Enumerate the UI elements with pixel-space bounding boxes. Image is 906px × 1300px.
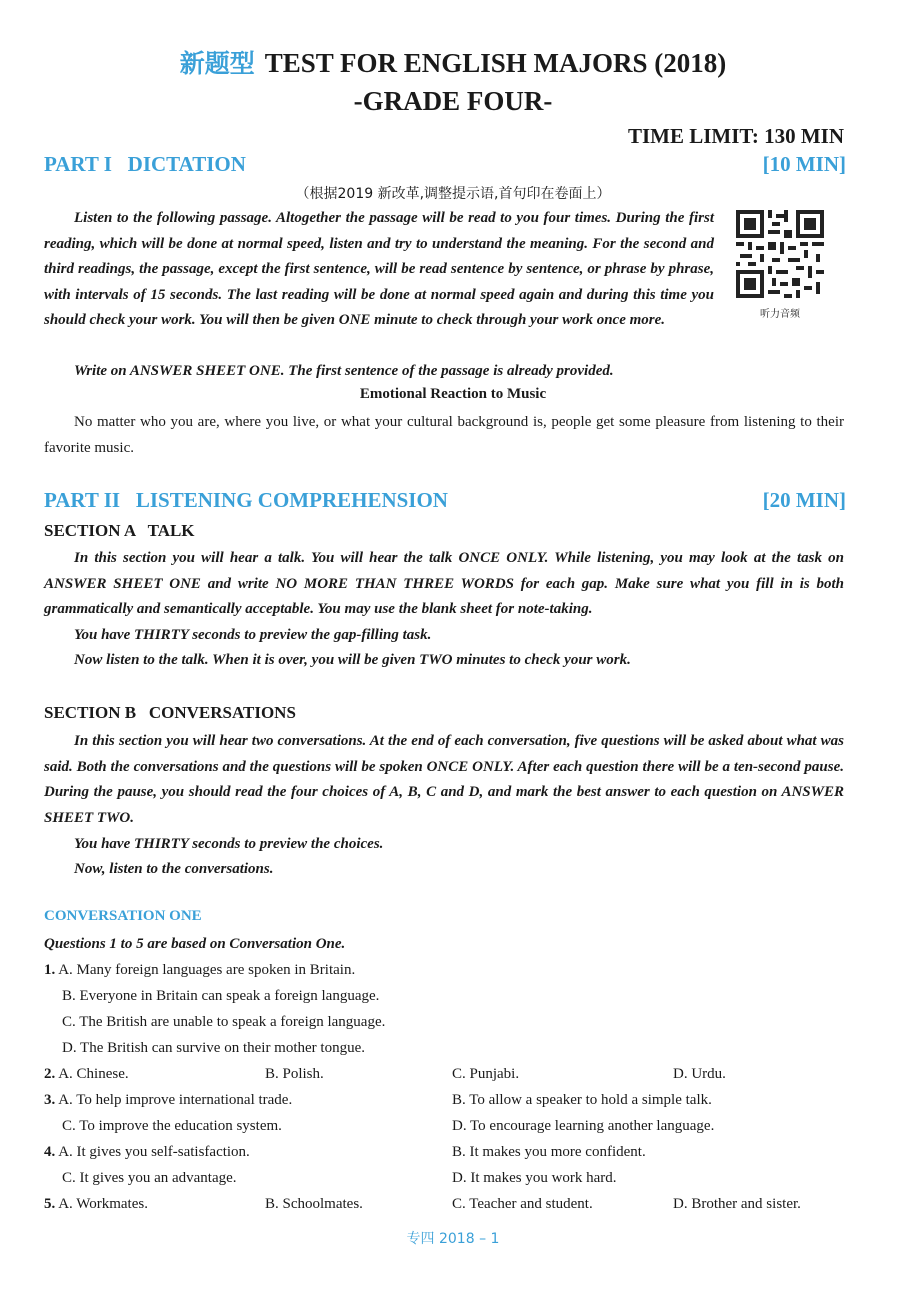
question-4: [44, 1144, 250, 1161]
section-a-preview: You have THIRTY seconds to preview the gap-filling task.: [74, 627, 432, 643]
section-a-listen: Now listen to the talk. When it is over, you will be given TWO minutes to check your work.: [74, 652, 631, 668]
question-1: [44, 962, 355, 979]
choice-a: A. Chinese.: [58, 1066, 129, 1082]
qr-label: 听力音频: [760, 309, 800, 320]
passage-first-sentence: No matter who you are, where you live, or what your cultural background is, people get some pleasure from listening to their favorite music.: [44, 414, 844, 456]
time-limit: TIME LIMIT: 130 MIN: [627, 124, 844, 148]
choice-a: A. It gives you self-satisfaction.: [58, 1144, 250, 1160]
choice-a: A. Many foreign languages are spoken in Britain.: [58, 962, 356, 978]
page-subtitle: -GRADE FOUR-: [353, 86, 553, 116]
question-number: 2.: [44, 1066, 56, 1082]
question-number: 5.: [44, 1196, 56, 1212]
choice-c: C. The British are unable to speak a foreign language.: [62, 1014, 386, 1030]
page-footer: 专四 2018 – 1: [406, 1231, 500, 1247]
choice-b: B. Everyone in Britain can speak a foreign language.: [62, 988, 380, 1004]
conversation-one-heading: CONVERSATION ONE: [44, 908, 202, 924]
question-number: 1.: [44, 962, 56, 978]
question-number: 4.: [44, 1144, 56, 1160]
title-tag: 新题型: [179, 49, 255, 78]
passage-title: Emotional Reaction to Music: [359, 386, 547, 402]
section-a-heading: SECTION A TALK: [44, 521, 195, 540]
question-3: [44, 1092, 292, 1109]
choice-b: B. It makes you more confident.: [452, 1144, 646, 1160]
qr-code-icon: [736, 210, 824, 298]
choice-b: B. To allow a speaker to hold a simple talk.: [452, 1092, 712, 1108]
choice-d: D. Urdu.: [673, 1066, 726, 1082]
page-title: [0, 44, 906, 80]
choice-c: C. It gives you an advantage.: [62, 1170, 237, 1186]
part2-time: [20 MIN]: [762, 488, 846, 512]
part1-title: PART I DICTATION: [44, 152, 246, 176]
section-a-instructions: In this section you will hear a talk. You will hear the talk ONCE ONLY. While listening, you may look at the task on ANSWER SHEET ONE and write NO MORE THAN THREE WORDS for each gap. Make sure what you fill in is both grammatically and semantically acceptable. You may use the blank sheet for note-taking.: [44, 550, 844, 618]
choice-a: A. To help improve international trade.: [58, 1092, 293, 1108]
part2-heading: [44, 488, 846, 513]
choice-d: D. Brother and sister.: [673, 1196, 801, 1212]
part1-heading: [44, 152, 846, 177]
choice-d: D. The British can survive on their mother tongue.: [62, 1040, 365, 1056]
choice-c: C. To improve the education system.: [62, 1118, 282, 1134]
question-5: [44, 1196, 148, 1213]
part2-title: PART II LISTENING COMPREHENSION: [44, 488, 448, 512]
section-b-heading: SECTION B CONVERSATIONS: [44, 703, 296, 722]
section-b-listen: Now, listen to the conversations.: [74, 861, 274, 877]
question-2: [44, 1066, 129, 1083]
question-number: 3.: [44, 1092, 56, 1108]
part1-time: [10 MIN]: [762, 152, 846, 176]
choice-b: B. Schoolmates.: [265, 1196, 363, 1212]
choice-d: D. It makes you work hard.: [452, 1170, 617, 1186]
choice-c: C. Teacher and student.: [452, 1196, 593, 1212]
choice-d: D. To encourage learning another language.: [452, 1118, 715, 1134]
part1-instructions: Listen to the following passage. Altogether the passage will be read to you four times. During the first reading, which will be done at normal speed, listen and try to understand the meaning. For the second and third readings, the passage, except the first sentence, will be read sentence by sentence, or phrase by phrase, with intervals of 15 seconds. The last reading will be done at normal speed again and during this time you should check your work. You will then be given ONE minute to check through your work once more.: [44, 210, 714, 329]
choice-c: C. Punjabi.: [452, 1066, 520, 1082]
section-b-instructions: In this section you will hear two conversations. At the end of each conversation, five questions will be asked about what was said. Both the conversations and the questions will be spoken ONCE ONLY. After each question there will be a ten-second pause. During the pause, you should read the four choices of A, B, C and D, and mark the best answer to each question on ANSWER SHEET TWO.: [44, 733, 844, 826]
part1-write-on: Write on ANSWER SHEET ONE. The first sentence of the passage is already provided.: [74, 363, 614, 379]
choice-b: B. Polish.: [265, 1066, 324, 1082]
section-b-preview: You have THIRTY seconds to preview the choices.: [74, 836, 384, 852]
conversation-one-intro: Questions 1 to 5 are based on Conversation One.: [44, 936, 346, 952]
choice-a: A. Workmates.: [58, 1196, 148, 1212]
title-text: TEST FOR ENGLISH MAJORS (2018): [264, 48, 727, 78]
part1-note: （根据2019 新改革,调整提示语,首句印在卷面上）: [295, 186, 611, 202]
